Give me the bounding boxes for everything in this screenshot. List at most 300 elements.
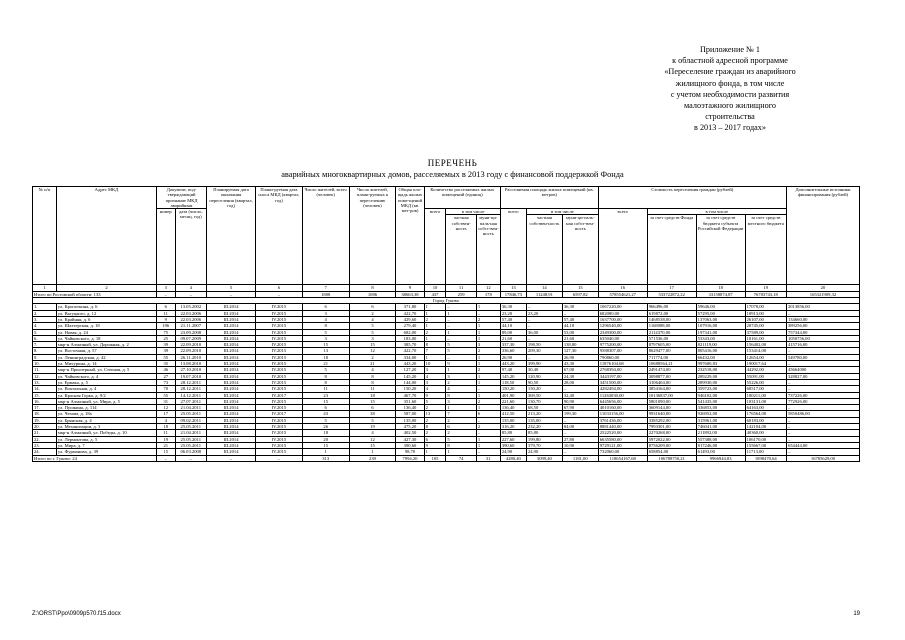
table-cell: 18 <box>302 354 349 360</box>
total-cell: 106788750,21 <box>647 455 696 461</box>
table-cell: 25.05.2011 <box>175 411 207 417</box>
table-cell: 3 <box>424 367 446 373</box>
table-cell: 26107,00 <box>745 316 786 322</box>
table-cell: 1050756,00 <box>786 335 859 341</box>
header-demo-date: Плани-руемая дата сноса МКД (квартал, год) <box>256 187 303 285</box>
table-cell: 145,20 <box>500 373 526 379</box>
footer-file-path: Z:\ORST\Ppo\0909p570.f15.docx <box>32 611 121 617</box>
table-cell: 746041,00 <box>696 424 745 430</box>
table-cell: 2 <box>349 354 396 360</box>
table-cell: 153414,00 <box>745 348 786 354</box>
table-cell: 12654,00 <box>745 354 786 360</box>
table-cell: 145,20 <box>396 373 424 379</box>
table-cell: IV.2017 <box>256 411 303 417</box>
table-cell: 59646,00 <box>696 304 745 310</box>
table-cell: 25 <box>157 335 175 341</box>
table-cell: 232518,00 <box>696 367 745 373</box>
total-cell: 7994,20 <box>396 455 424 461</box>
table-cell: 337,30 <box>500 342 526 348</box>
table-cell: 21 <box>157 442 175 448</box>
table-cell: 3 <box>476 342 500 348</box>
table-cell: IV.2015 <box>256 348 303 354</box>
table-cell: IV.2015 <box>256 373 303 379</box>
table-cell: 22.03.2006 <box>175 316 207 322</box>
table-cell: 213,20 <box>526 411 562 417</box>
table-cell: 732060,00 <box>598 449 647 455</box>
table-cell: 3098877,00 <box>647 373 696 379</box>
table-cell: 821119,00 <box>696 342 745 348</box>
total-cell: 1086 <box>349 291 396 297</box>
table-cell: 1 <box>446 405 476 411</box>
table-cell: III.2014 <box>207 449 256 455</box>
table-cell: 13 <box>424 411 446 417</box>
table-cell: 3451500,00 <box>598 379 647 385</box>
table-cell: – <box>476 449 500 455</box>
table-cell: 57,40 <box>562 316 598 322</box>
table-cell: 10136837,00 <box>647 392 696 398</box>
table-cell: 1296540,00 <box>598 323 647 329</box>
table-cell: III.2014 <box>207 373 256 379</box>
table-cell: 25.05.2011 <box>175 442 207 448</box>
table-cell: 3 <box>302 335 349 341</box>
table-cell: 36,30 <box>500 304 526 310</box>
table-cell: 790860,00 <box>598 354 647 360</box>
table-cell: 106170,00 <box>745 436 786 442</box>
column-number: 1 <box>33 285 57 291</box>
header-cost-fund: за счет средств Фонда <box>647 215 696 285</box>
table-cell: 18 <box>302 430 349 436</box>
column-number: 12 <box>476 285 500 291</box>
total-cell: 533722872,22 <box>647 291 696 297</box>
table-cell: 1 <box>424 310 446 316</box>
table-cell: IV.2015 <box>256 436 303 442</box>
table-cell: III.2014 <box>207 442 256 448</box>
total-cell: 74 <box>446 455 476 461</box>
table-cell: IV.2015 <box>256 354 303 360</box>
table-cell: 8 <box>446 392 476 398</box>
table-cell: 18 <box>157 424 175 430</box>
header-cost-incl: в том числе <box>647 209 786 215</box>
table-cell: 28.12.2011 <box>175 386 207 392</box>
table-cell: 9 <box>446 361 476 367</box>
table-cell: 10,90 <box>562 442 598 448</box>
table-cell: 6 <box>157 304 175 310</box>
table-cell: 336,60 <box>500 348 526 354</box>
table-cell: 9588307,00 <box>598 348 647 354</box>
table-cell: 55091,00 <box>745 373 786 379</box>
page-number: 19 <box>853 611 860 617</box>
table-cell: ул. Механизации, д. 3 <box>56 424 156 430</box>
total-row <box>33 455 860 461</box>
total-cell: 3099,40 <box>526 455 562 461</box>
appendix-line: «Переселение граждан из аварийного <box>664 67 796 77</box>
table-cell: 32,40 <box>562 392 598 398</box>
column-number: 6 <box>256 285 303 291</box>
table-cell: ул. Ленинградская, д. 42 <box>56 354 156 360</box>
table-cell: 334,00 <box>396 354 424 360</box>
total-cell: 1898470,64 <box>745 455 786 461</box>
table-cell: мкр-н Алмазный, ул. Победы, д. 10 <box>56 430 156 436</box>
table-cell: 412,50 <box>500 411 526 417</box>
table-cell: 66432,00 <box>696 354 745 360</box>
table-cell: 36,00 <box>526 329 562 335</box>
table-cell: 658854,00 <box>647 449 696 455</box>
table-cell: 289930,00 <box>696 379 745 385</box>
table-cell: – <box>786 310 859 316</box>
table-cell: 19.07.2010 <box>175 373 207 379</box>
column-number: 3 <box>157 285 175 291</box>
table-cell: 15 <box>302 398 349 404</box>
total-cell: 165321909,32 <box>786 291 859 297</box>
table-cell: III.2014 <box>207 342 256 348</box>
table-cell: III.2014 <box>207 354 256 360</box>
table-cell: 12. <box>33 373 57 379</box>
total-label: Итого по г. Гуково: 24 <box>33 455 157 461</box>
table-cell: 5. <box>33 329 57 335</box>
table-cell: – <box>786 379 859 385</box>
header-cost-local: за счет средств местного бюджета <box>745 215 786 285</box>
total-cell: 118654167,68 <box>598 455 647 461</box>
table-cell: 55226,00 <box>745 379 786 385</box>
table-cell: 26,90 <box>500 354 526 360</box>
table-cell: – <box>786 417 859 423</box>
table-cell: 46 <box>157 367 175 373</box>
column-number: 4 <box>175 285 207 291</box>
header-plan-date: Планируемая дата окончания переселения (квартал, год) <box>207 187 256 285</box>
table-cell: 4 <box>349 367 396 373</box>
table-cell: 103131,00 <box>745 398 786 404</box>
table-cell: 5850486,00 <box>786 411 859 417</box>
table-cell: 135,00 <box>396 417 424 423</box>
table-cell: 13. <box>33 379 57 385</box>
table-cell: IV.2015 <box>256 335 303 341</box>
table-cell: 8 <box>302 373 349 379</box>
table-cell: 369,50 <box>526 392 562 398</box>
table-cell: 1 <box>476 373 500 379</box>
table-cell: 137063,00 <box>696 316 745 322</box>
table-cell: 328827,00 <box>786 373 859 379</box>
header-rooms: Количество расселяемых жилых помещений (единиц) <box>424 187 500 209</box>
table-cell: 135,00 <box>500 417 526 423</box>
table-cell: 289229,00 <box>696 373 745 379</box>
table-cell: 136,40 <box>500 405 526 411</box>
column-number: 7 <box>302 285 349 291</box>
table-cell: ул. Шахтерская, д. 18 <box>56 323 156 329</box>
table-cell: 2522520,00 <box>598 430 647 436</box>
table-cell: 09.07.2009 <box>175 335 207 341</box>
table-cell: 966496,00 <box>647 304 696 310</box>
table-cell: 8 <box>302 379 349 385</box>
table-cell: 8 <box>446 442 476 448</box>
table-cell: 190017,64 <box>745 361 786 367</box>
table-cell: 39 <box>157 348 175 354</box>
table-cell: 27.07.2011 <box>175 398 207 404</box>
table-cell: 5972022,00 <box>647 436 696 442</box>
table-cell: ул. Чайковского, д. 18 <box>56 335 156 341</box>
column-number: 5 <box>207 285 256 291</box>
column-number: 9 <box>396 285 424 291</box>
total-cell: – <box>175 291 207 297</box>
table-cell: 198,50 <box>526 342 562 348</box>
table-cell: IV.2015 <box>256 430 303 436</box>
table-cell: 2 <box>446 430 476 436</box>
table-cell: III.2014 <box>207 411 256 417</box>
header-cost: Стоимость переселения граждан (рублей) <box>598 187 786 209</box>
table-cell: 2 <box>476 316 500 322</box>
table-cell: 10161,00 <box>745 335 786 341</box>
table-cell: 587,00 <box>396 411 424 417</box>
table-cell: 1 <box>424 354 446 360</box>
appendix-line: строительства <box>705 112 755 122</box>
table-cell: 8797605,00 <box>647 342 696 348</box>
table-cell: 7. <box>33 342 57 348</box>
table-cell: 16. <box>33 398 57 404</box>
table-cell: – <box>786 436 859 442</box>
table-cell: 23 <box>302 392 349 398</box>
table-cell: 11033156,00 <box>598 411 647 417</box>
table-cell: 25.05.2011 <box>175 436 207 442</box>
table-cell: 2491474,00 <box>647 367 696 373</box>
appendix-line: к областной адресной программе <box>672 56 788 66</box>
table-cell: 28.12.2011 <box>175 379 207 385</box>
header-residents: Число жителей, всего (человек) <box>302 187 349 285</box>
table-cell: 399,90 <box>526 361 562 367</box>
table-cell: 17 <box>157 411 175 417</box>
total-cell: 31 <box>476 455 500 461</box>
table-cell: ул. Пушкина, д. 114 <box>56 405 156 411</box>
table-cell: 155667,00 <box>745 442 786 448</box>
table-cell: 1 <box>424 323 446 329</box>
table-cell: 6445656,00 <box>598 398 647 404</box>
table-cell: 36,30 <box>562 304 598 310</box>
table-cell: 4010160,00 <box>598 405 647 411</box>
appendix-line: жилищного фонда, в том числе <box>675 78 785 88</box>
total-cell: 239 <box>349 455 396 461</box>
table-cell: 2 <box>476 367 500 373</box>
header-doc-num: номер <box>157 209 175 285</box>
table-cell: 6 <box>446 424 476 430</box>
table-cell: 24,30 <box>562 373 598 379</box>
table-cell: 997600,83 <box>696 361 745 367</box>
table-cell: 2 <box>424 316 446 322</box>
table-cell: 27,80 <box>562 436 598 442</box>
table-cell: 9 <box>424 442 446 448</box>
table-cell: 11263030,00 <box>598 392 647 398</box>
table-cell: 2349300,00 <box>598 329 647 335</box>
table-cell: 67,90 <box>562 405 598 411</box>
table-cell: 197341,00 <box>696 329 745 335</box>
table-cell: 6 <box>302 405 349 411</box>
table-cell: 19 <box>349 424 396 430</box>
table-cell: 443,20 <box>396 361 424 367</box>
total-cell: 437 <box>424 291 446 297</box>
table-cell: 25.05.2011 <box>175 424 207 430</box>
table-cell: – <box>562 430 598 436</box>
table-cell: 9 <box>157 316 175 322</box>
table-cell: 70 <box>157 386 175 392</box>
table-cell: ул. Новая, д. 24 <box>56 329 156 335</box>
table-cell: 11 <box>157 430 175 436</box>
table-cell: – <box>562 449 598 455</box>
table-cell: 26.11.2010 <box>175 354 207 360</box>
appendix-line: Приложение № 1 <box>700 45 760 54</box>
table-cell: 12 <box>157 405 175 411</box>
table-cell: 772926,00 <box>786 398 859 404</box>
table-cell: 24,90 <box>500 449 526 455</box>
table-cell: 150,20 <box>500 386 526 392</box>
table-cell: IV.2015 <box>256 304 303 310</box>
table-cell: III.2014 <box>207 417 256 423</box>
table-cell: 8629477,00 <box>647 348 696 354</box>
table-cell: III.2014 <box>207 424 256 430</box>
table-cell: 136,40 <box>396 405 424 411</box>
column-number: 20 <box>786 285 859 291</box>
table-cell: 232,20 <box>526 424 562 430</box>
table-cell: 8756209,00 <box>647 442 696 448</box>
table-cell: – <box>786 424 859 430</box>
appendix-block <box>635 44 825 134</box>
table-cell: 35 <box>157 361 175 367</box>
table-cell: 4 <box>349 316 396 322</box>
table-cell: 2 <box>446 417 476 423</box>
table-cell: 21. <box>33 430 57 436</box>
table-cell: 2 <box>424 405 446 411</box>
column-number: 17 <box>647 285 696 291</box>
table-cell: 6 <box>424 436 446 442</box>
table-cell: 390,60 <box>500 442 526 448</box>
table-cell: – <box>446 354 476 360</box>
table-cell: 227,60 <box>500 436 526 442</box>
table-cell: 1 <box>302 449 349 455</box>
table-cell: ул. Ермака, д. 5 <box>56 379 156 385</box>
table-cell: 6. <box>33 335 57 341</box>
table-cell: 415716,00 <box>786 342 859 348</box>
table-cell: – <box>526 304 562 310</box>
column-number: 11 <box>446 285 476 291</box>
table-cell: IV.2015 <box>256 442 303 448</box>
header-rooms-total: всего <box>424 209 446 285</box>
table-cell: 1 <box>446 329 476 335</box>
table-cell: 156402,00 <box>745 342 786 348</box>
column-number: 15 <box>562 285 598 291</box>
table-cell: IV.2015 <box>256 367 303 373</box>
table-cell: – <box>562 386 598 392</box>
table-cell: IV.2015 <box>256 361 303 367</box>
table-cell: 8 <box>424 342 446 348</box>
table-cell: 15. <box>33 392 57 398</box>
table-cell: 390,60 <box>396 442 424 448</box>
table-cell: 757344,00 <box>786 329 859 335</box>
table-cell: 11876104,68 <box>598 361 647 367</box>
table-cell: – <box>446 316 476 322</box>
table-cell: 134660,00 <box>786 316 859 322</box>
table-cell: 1 <box>424 335 446 341</box>
header-area-municipal: муни-ци-паль-ная собст-вен-ность <box>562 215 598 285</box>
table-cell: 196 <box>157 323 175 329</box>
table-cell: 9775200,00 <box>598 342 647 348</box>
table-cell: 21 <box>302 361 349 367</box>
table-cell: 5 <box>424 398 446 404</box>
table-cell: 142104,00 <box>745 424 786 430</box>
table-cell: 8. <box>33 348 57 354</box>
table-cell: 336853,00 <box>696 405 745 411</box>
table-cell: 11 <box>157 310 175 316</box>
table-cell: 401,90 <box>500 392 526 398</box>
table-cell: 946102,00 <box>696 392 745 398</box>
table-cell: ул. Кропоткина, д. 6 <box>56 304 156 310</box>
table-cell: 21.04.2011 <box>175 405 207 411</box>
table-cell: 5801090,00 <box>647 398 696 404</box>
table-cell: 429,60 <box>396 316 424 322</box>
table-cell: 44292,00 <box>745 367 786 373</box>
header-doc-date: дата (число, месяц, год) <box>175 209 207 285</box>
table-cell: 57295,00 <box>696 310 745 316</box>
table-cell: 1 <box>476 392 500 398</box>
table-cell: 11. <box>33 367 57 373</box>
table-cell: 351,60 <box>396 398 424 404</box>
column-number: 18 <box>696 285 745 291</box>
total-cell: 9966944,83 <box>696 455 745 461</box>
table-cell: 180211,00 <box>745 392 786 398</box>
total-cell: – <box>207 455 256 461</box>
table-cell: 10913,00 <box>745 310 786 316</box>
column-number: 2 <box>56 285 156 291</box>
total-cell: – <box>157 455 175 461</box>
total-cell: 16785629,00 <box>786 455 859 461</box>
table-cell: 8 <box>302 323 349 329</box>
table-cell: 2 <box>476 348 500 354</box>
table-cell: 11 <box>349 386 396 392</box>
table-cell: 8 <box>349 373 396 379</box>
table-cell: 1 <box>476 361 500 367</box>
table-cell: 427,30 <box>396 436 424 442</box>
table-cell: 2 <box>476 398 500 404</box>
table-cell: III.2014 <box>207 348 256 354</box>
appendix-line: с учетом необходимости развития <box>670 89 790 99</box>
table-cell: 55 <box>157 392 175 398</box>
table-cell: IV.2015 <box>256 316 303 322</box>
table-cell: 1168088,00 <box>647 323 696 329</box>
table-cell: 4 <box>157 417 175 423</box>
table-cell: 8 <box>349 379 396 385</box>
table-cell: 06.03.2008 <box>175 449 207 455</box>
table-cell: – <box>526 354 562 360</box>
table-cell: 18 <box>349 392 396 398</box>
table-cell: 18. <box>33 411 57 417</box>
table-cell: ул. Вокзальная, д. 4 <box>56 386 156 392</box>
table-cell: 23. <box>33 442 57 448</box>
table-cell: 22. <box>33 436 57 442</box>
table-cell: 10. <box>33 361 57 367</box>
total-cell: 259 <box>446 291 476 297</box>
table-cell: – <box>446 323 476 329</box>
table-cell: III.2014 <box>207 335 256 341</box>
table-cell: 11713,00 <box>745 449 786 455</box>
table-cell: 20 <box>302 436 349 442</box>
houses-table <box>32 186 860 462</box>
table-cell: 176564,00 <box>745 411 786 417</box>
table-cell: 209,30 <box>526 348 562 354</box>
table-cell: III.2014 <box>207 323 256 329</box>
table-cell: – <box>446 304 476 310</box>
table-cell: 9 <box>424 392 446 398</box>
table-cell: 68517,00 <box>745 386 786 392</box>
table-cell: 316,20 <box>500 424 526 430</box>
table-cell: – <box>562 310 598 316</box>
table-cell: 1 <box>446 367 476 373</box>
header-document: Документ, под-тверждающий признание МКД аварийным <box>157 187 207 209</box>
table-cell: 118,50 <box>500 379 526 385</box>
